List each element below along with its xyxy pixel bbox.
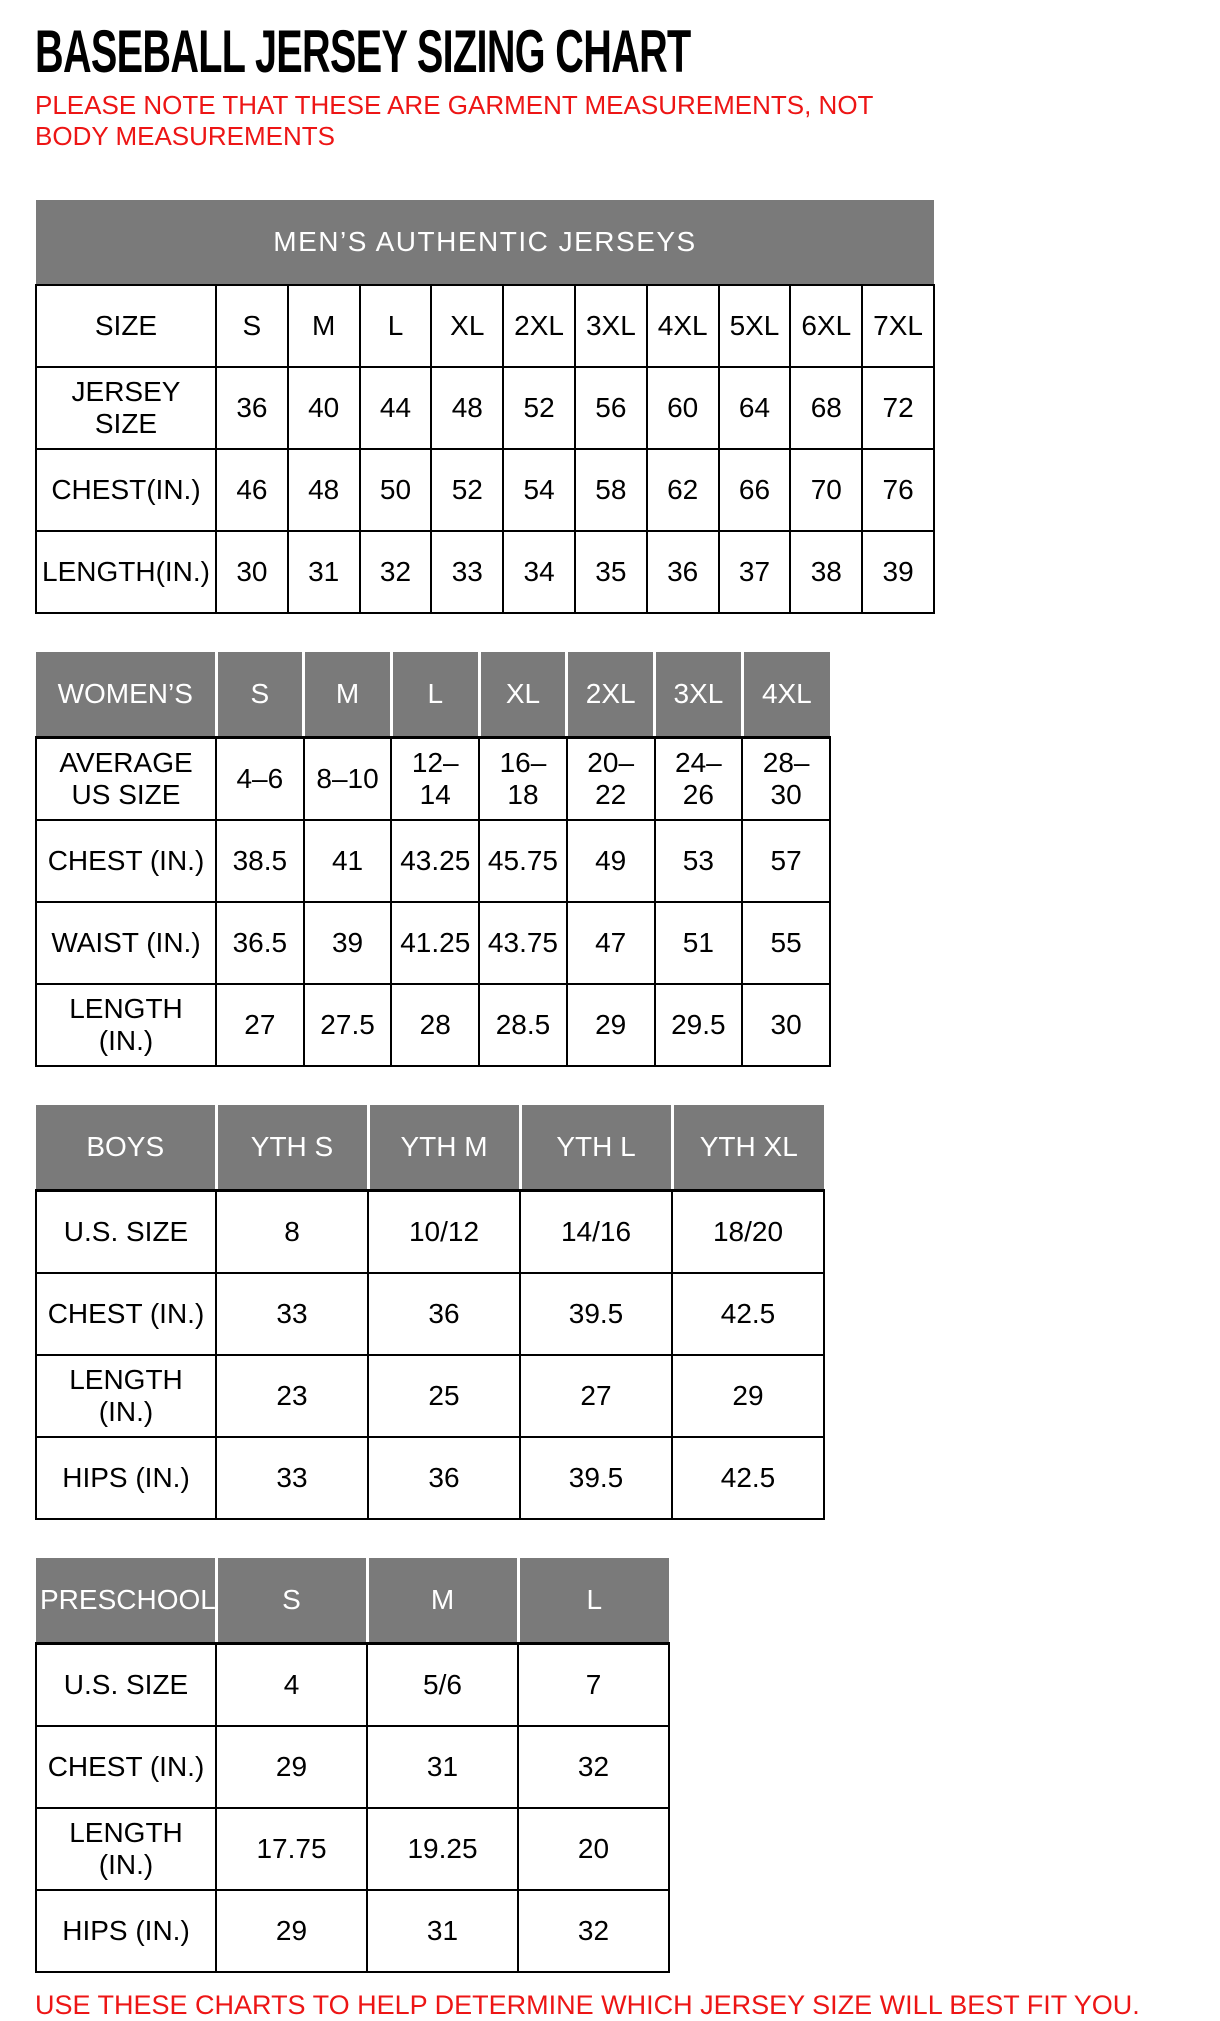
size-value-cell: 34 [503, 531, 575, 613]
size-value-cell: 32 [518, 1726, 669, 1808]
column-header: 3XL [575, 285, 647, 367]
size-value-cell: 27 [520, 1355, 672, 1437]
preschool-sizing-table [35, 1558, 670, 1973]
table-row [36, 1890, 669, 1972]
row-label: CHEST(IN.) [36, 449, 216, 531]
size-value-cell: 60 [647, 367, 719, 449]
size-value-cell: 20 [518, 1808, 669, 1890]
row-label: JERSEY SIZE [36, 367, 216, 449]
table-row [36, 902, 830, 984]
size-value-cell: 36 [647, 531, 719, 613]
size-value-cell: 29.5 [655, 984, 743, 1066]
table-row [36, 531, 934, 613]
size-value-cell: 66 [719, 449, 791, 531]
size-value-cell: 32 [518, 1890, 669, 1972]
page-title: BASEBALL JERSEY SIZING CHART [35, 18, 691, 85]
size-value-cell: 31 [367, 1890, 518, 1972]
size-value-cell: 7 [518, 1644, 669, 1727]
header-row [36, 1558, 669, 1644]
row-label: HIPS (IN.) [36, 1890, 216, 1972]
header-row [36, 285, 934, 367]
table-banner: MEN’S AUTHENTIC JERSEYS [36, 200, 934, 285]
row-label: LENGTH (IN.) [36, 984, 216, 1066]
size-value-cell: 42.5 [672, 1437, 824, 1519]
size-value-cell: 43.25 [391, 820, 479, 902]
table-row [36, 1437, 824, 1519]
size-value-cell: 35 [575, 531, 647, 613]
size-value-cell: 50 [360, 449, 432, 531]
size-value-cell: 64 [719, 367, 791, 449]
size-value-cell: 56 [575, 367, 647, 449]
size-value-cell: 30 [216, 531, 288, 613]
size-value-cell: 36 [368, 1437, 520, 1519]
row-label: U.S. SIZE [36, 1644, 216, 1727]
size-value-cell: 62 [647, 449, 719, 531]
size-value-cell: 17.75 [216, 1808, 367, 1890]
size-value-cell: 48 [288, 449, 360, 531]
size-value-cell: 33 [216, 1437, 368, 1519]
size-value-cell: 46 [216, 449, 288, 531]
column-header: 6XL [790, 285, 862, 367]
table-row [36, 1644, 669, 1727]
table-row [36, 1355, 824, 1437]
size-value-cell: 29 [216, 1726, 367, 1808]
table-row [36, 1726, 669, 1808]
size-value-cell: 19.25 [367, 1808, 518, 1890]
size-value-cell: 51 [655, 902, 743, 984]
size-value-cell: 38 [790, 531, 862, 613]
column-header: S [216, 285, 288, 367]
size-value-cell: 48 [431, 367, 503, 449]
size-value-cell: 39 [304, 902, 392, 984]
column-header: 2XL [567, 652, 655, 738]
row-label: CHEST (IN.) [36, 820, 216, 902]
row-label: U.S. SIZE [36, 1191, 216, 1274]
size-value-cell: 28.5 [479, 984, 567, 1066]
size-value-cell: 31 [288, 531, 360, 613]
size-value-cell: 4 [216, 1644, 367, 1727]
table-group-label: BOYS [36, 1105, 216, 1191]
column-header: YTH M [368, 1105, 520, 1191]
size-value-cell: 42.5 [672, 1273, 824, 1355]
table-row [36, 1808, 669, 1890]
table-row [36, 449, 934, 531]
row-label: WAIST (IN.) [36, 902, 216, 984]
row-label: CHEST (IN.) [36, 1273, 216, 1355]
size-value-cell: 40 [288, 367, 360, 449]
column-header: 7XL [862, 285, 934, 367]
sizing-tables-region [35, 200, 1220, 1973]
size-value-cell: 57 [742, 820, 830, 902]
size-value-cell: 76 [862, 449, 934, 531]
table-row [36, 367, 934, 449]
column-header: 5XL [719, 285, 791, 367]
column-header: L [360, 285, 432, 367]
size-value-cell: 37 [719, 531, 791, 613]
column-header: 4XL [647, 285, 719, 367]
row-label: LENGTH (IN.) [36, 1808, 216, 1890]
table-row [36, 1191, 824, 1274]
row-label: AVERAGE US SIZE [36, 738, 216, 821]
size-value-cell: 29 [216, 1890, 367, 1972]
column-header: S [216, 652, 304, 738]
row-label: HIPS (IN.) [36, 1437, 216, 1519]
size-value-cell: 27 [216, 984, 304, 1066]
column-header: M [304, 652, 392, 738]
table-group-label: PRESCHOOL [36, 1558, 216, 1644]
size-value-cell: 33 [216, 1273, 368, 1355]
column-header: YTH XL [672, 1105, 824, 1191]
garment-measurement-note: PLEASE NOTE THAT THESE ARE GARMENT MEASUREMENTS, NOT BODY MEASUREMENTS [35, 90, 873, 151]
size-value-cell: 28–30 [742, 738, 830, 821]
size-value-cell: 41.25 [391, 902, 479, 984]
boys-sizing-table [35, 1105, 825, 1520]
size-value-cell: 43.75 [479, 902, 567, 984]
header-row [36, 652, 830, 738]
size-value-cell: 25 [368, 1355, 520, 1437]
size-value-cell: 12–14 [391, 738, 479, 821]
size-value-cell: 10/12 [368, 1191, 520, 1274]
size-value-cell: 49 [567, 820, 655, 902]
row-label: LENGTH (IN.) [36, 1355, 216, 1437]
size-value-cell: 8–10 [304, 738, 392, 821]
column-header: M [288, 285, 360, 367]
table-group-label: SIZE [36, 285, 216, 367]
column-header: 3XL [655, 652, 743, 738]
size-value-cell: 39.5 [520, 1437, 672, 1519]
womens-table-section [35, 652, 1220, 1067]
table-row [36, 984, 830, 1066]
column-header: XL [431, 285, 503, 367]
column-header: L [391, 652, 479, 738]
womens-sizing-table [35, 652, 831, 1067]
size-value-cell: 4–6 [216, 738, 304, 821]
column-header: YTH L [520, 1105, 672, 1191]
table-row [36, 820, 830, 902]
size-value-cell: 32 [360, 531, 432, 613]
size-value-cell: 30 [742, 984, 830, 1066]
size-value-cell: 38.5 [216, 820, 304, 902]
size-value-cell: 54 [503, 449, 575, 531]
column-header: S [216, 1558, 367, 1644]
size-value-cell: 31 [367, 1726, 518, 1808]
size-value-cell: 5/6 [367, 1644, 518, 1727]
size-value-cell: 52 [503, 367, 575, 449]
size-value-cell: 28 [391, 984, 479, 1066]
header-row [36, 1105, 824, 1191]
size-value-cell: 68 [790, 367, 862, 449]
size-value-cell: 23 [216, 1355, 368, 1437]
mens-sizing-table [35, 200, 935, 614]
preschool-table-section [35, 1558, 1220, 1973]
size-value-cell: 27.5 [304, 984, 392, 1066]
size-value-cell: 47 [567, 902, 655, 984]
size-value-cell: 53 [655, 820, 743, 902]
row-label: LENGTH(IN.) [36, 531, 216, 613]
size-value-cell: 39.5 [520, 1273, 672, 1355]
size-value-cell: 24–26 [655, 738, 743, 821]
size-value-cell: 45.75 [479, 820, 567, 902]
size-value-cell: 29 [567, 984, 655, 1066]
size-value-cell: 36 [216, 367, 288, 449]
footer-note: USE THESE CHARTS TO HELP DETERMINE WHICH JERSEY SIZE WILL BEST FIT YOU. [35, 1990, 1140, 2020]
row-label: CHEST (IN.) [36, 1726, 216, 1808]
mens-table-section [35, 200, 1220, 614]
boys-table-section [35, 1105, 1220, 1520]
size-value-cell: 20–22 [567, 738, 655, 821]
size-value-cell: 18/20 [672, 1191, 824, 1274]
column-header: 4XL [742, 652, 830, 738]
size-value-cell: 70 [790, 449, 862, 531]
size-value-cell: 36 [368, 1273, 520, 1355]
column-header: 2XL [503, 285, 575, 367]
size-value-cell: 36.5 [216, 902, 304, 984]
size-value-cell: 16–18 [479, 738, 567, 821]
size-value-cell: 14/16 [520, 1191, 672, 1274]
size-value-cell: 39 [862, 531, 934, 613]
column-header: L [518, 1558, 669, 1644]
table-row [36, 1273, 824, 1355]
column-header: M [367, 1558, 518, 1644]
size-value-cell: 44 [360, 367, 432, 449]
column-header: YTH S [216, 1105, 368, 1191]
size-value-cell: 52 [431, 449, 503, 531]
size-value-cell: 58 [575, 449, 647, 531]
size-value-cell: 41 [304, 820, 392, 902]
size-value-cell: 55 [742, 902, 830, 984]
size-value-cell: 29 [672, 1355, 824, 1437]
column-header: XL [479, 652, 567, 738]
size-value-cell: 33 [431, 531, 503, 613]
table-group-label: WOMEN’S [36, 652, 216, 738]
size-value-cell: 72 [862, 367, 934, 449]
table-row [36, 738, 830, 821]
size-value-cell: 8 [216, 1191, 368, 1274]
